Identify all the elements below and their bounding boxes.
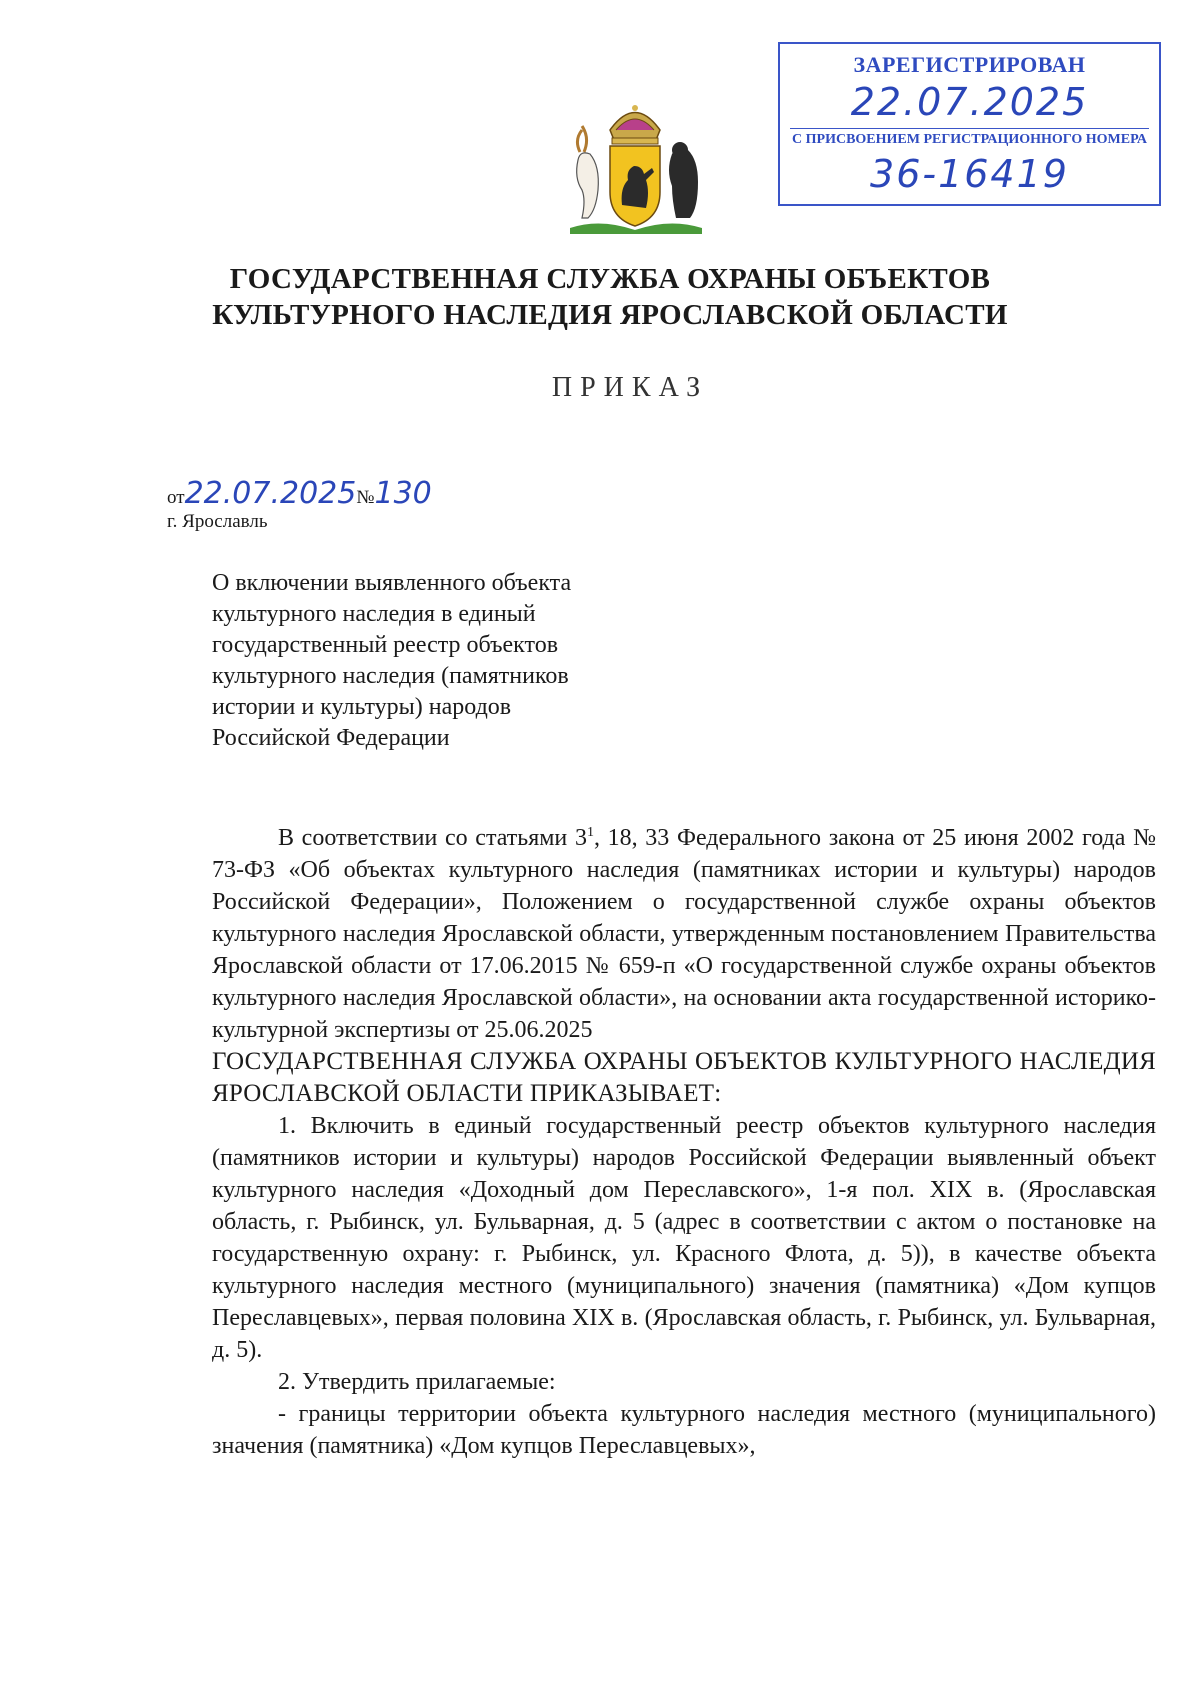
registration-stamp	[778, 42, 1161, 206]
org-title-line-2: КУЛЬТУРНОГО НАСЛЕДИЯ ЯРОСЛАВСКОЙ ОБЛАСТИ	[212, 299, 1008, 331]
stamp-title: ЗАРЕГИСТРИРОВАН	[853, 52, 1086, 77]
subject-line: Российской Федерации	[212, 725, 450, 751]
article-superscript: 1	[586, 825, 594, 840]
date-number-line	[167, 476, 432, 511]
order-body	[212, 822, 1156, 1462]
order-caps-paragraph: ГОСУДАРСТВЕННАЯ СЛУЖБА ОХРАНЫ ОБЪЕКТОВ КУЛЬТУРНОГО НАСЛЕДИЯ ЯРОСЛАВСКОЙ ОБЛАСТИ ПРИКАЗЫВАЕТ:	[212, 1048, 1156, 1107]
preamble-paragraph	[212, 822, 1156, 1046]
order-date: 22.07.2025	[184, 476, 357, 511]
order-subject	[212, 568, 692, 754]
date-prefix: от	[167, 487, 185, 508]
org-title-line-1: ГОСУДАРСТВЕННАЯ СЛУЖБА ОХРАНЫ ОБЪЕКТОВ	[229, 263, 991, 295]
stamp-number: 36-16419	[870, 152, 1069, 196]
subject-line: истории и культуры) народов	[212, 694, 512, 720]
yaroslavl-coat-of-arms-icon	[560, 100, 710, 240]
subject-line: О включении выявленного объекта	[212, 570, 572, 596]
order-item-1: 1. Включить в единый государственный реестр объектов культурного наследия (памятников истории и культуры) народов Российской Федерации выявленный объект культурного наследия «Доходный дом Переславского», 1-я пол. XIX в. (Ярославская область, г. Рыбинск, ул. Бульварная, д. 5 (адрес в соответствии с актом о постановке на государственную охрану: г. Рыбинск, ул. Красного Флота, д. 5)), в качестве объекта культурного наследия местного (муниципального) значения (памятника) «Дом купцов Переславцевых», первая половина XIX в. (Ярославская область, г. Рыбинск, ул. Бульварная, д. 5).	[212, 1113, 1156, 1363]
order-item-2: 2. Утвердить прилагаемые:	[278, 1369, 556, 1395]
number-prefix: №	[356, 487, 375, 508]
order-item-2-sub: - границы территории объекта культурного наследия местного (муниципального) значения (памятника) «Дом купцов Переславцевых»,	[212, 1401, 1156, 1459]
subject-line: культурного наследия в единый	[212, 601, 536, 627]
subject-line: культурного наследия (памятников	[212, 663, 569, 689]
stamp-date: 22.07.2025	[850, 80, 1089, 124]
preamble-text-continued: , 18, 33 Федерального закона от 25 июня 2002 года № 73-ФЗ «Об объектах культурного наследия (памятниках истории и культуры) народов Российской Федерации», Положением о государственной службе охраны объектов культурного наследия Ярославской области, утвержденным постановлением Правительства Ярославской области от 17.06.2015 № 659-п «О государственной службе охраны объектов культурного наследия Ярославской области», на основании акта государственной историко-культурной экспертизы от 25.06.2025	[212, 825, 1156, 1043]
preamble-text: В соответствии со статьями 3	[278, 825, 587, 851]
order-number: 130	[374, 476, 432, 511]
city: г. Ярославль	[167, 511, 268, 532]
subject-line: государственный реестр объектов	[212, 632, 559, 658]
stamp-subtitle: С ПРИСВОЕНИЕМ РЕГИСТРАЦИОННОГО НОМЕРА	[792, 132, 1147, 147]
stamp-divider	[790, 128, 1149, 129]
document-type: ПРИКАЗ	[551, 372, 709, 403]
